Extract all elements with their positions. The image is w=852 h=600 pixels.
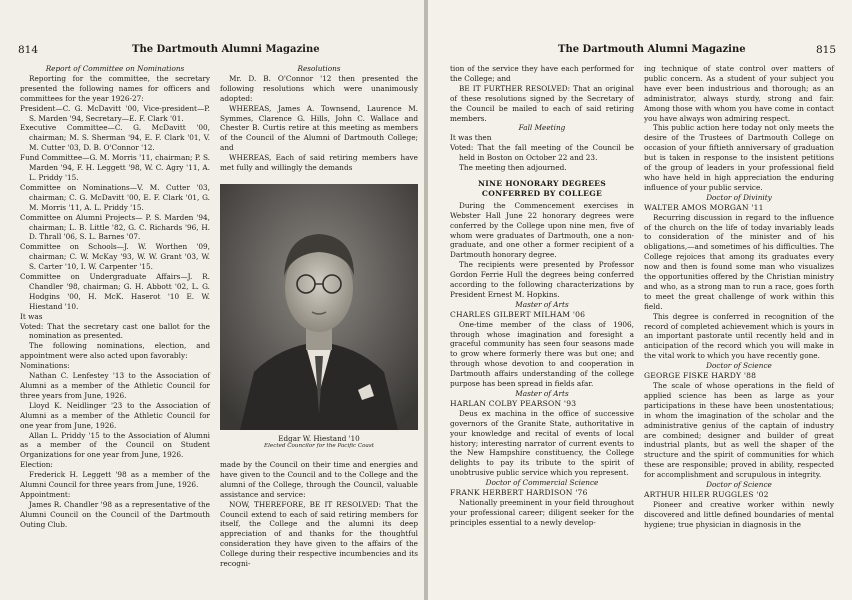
- section-heading: NINE HONORARY DEGREES CONFERRED BY COLLEGE: [477, 178, 607, 198]
- paragraph: Recurring discussion in regard to the influence of the church on the life of today invariably leads to consideration of the minister and of his obligations,—and sometimes of his difficulties. The College rejoices that among its graduates every now and then is found some man who visualizes the opportunities offered by the Christian ministry and who, as a strong man to run a race, goes forth to meet the great challenge of work within this field.: [644, 212, 834, 311]
- section-heading: Doctor of Science: [706, 480, 772, 490]
- section-heading: WALTER AMOS MORGAN '11: [644, 202, 764, 212]
- paragraph: President—C. G. McDavitt '00, Vice-president—P. S. Marden '94, Secretary—E. F. Clark '01.: [20, 103, 210, 123]
- paragraph: Nationally preeminent in your field throughout your professional career; diligent seeker for the principles essential to a newly develop-: [450, 497, 634, 527]
- paragraph: Election:: [20, 460, 53, 470]
- paragraph: Nominations:: [20, 361, 70, 371]
- paragraph: The following nominations, election, and appointment were also acted upon favorably:: [20, 341, 210, 361]
- paragraph: The recipients were presented by Professor Gordon Ferrie Hull the degrees being conferred according to the following characterizations by President Ernest M. Hopkins.: [450, 260, 634, 299]
- left-column-2-top: [220, 64, 418, 173]
- left-page: [0, 0, 424, 600]
- left-column-1: [20, 64, 210, 530]
- photo-caption: [220, 434, 418, 449]
- paragraph: Committee on Undergraduate Affairs—J. R. Chandler '98, chairman; G. H. Abbott '02, L. G. Hodgins '00, H. McK. Haserot '10 E. W. Hiestand '10.: [20, 272, 210, 311]
- section-heading: ARTHUR HILER RUGGLES '02: [644, 489, 769, 499]
- paragraph: This degree is conferred in recognition of the record of completed achievement which is yours in an important pastorate until recently held and in anticipation of the record which you will make in the vital work to which you have recently gone.: [644, 311, 834, 361]
- paragraph: Frederick H. Leggett '98 as a member of the Alumni Council for three years from June, 1926.: [20, 470, 210, 490]
- section-heading: FRANK HERBERT HARDISON '76: [450, 488, 588, 498]
- caption-name: Edgar W. Hiestand '10: [278, 434, 360, 443]
- paragraph: The scale of whose operations in the field of applied science has been as large as your participations in these have been unostentatious; in whom the imagination of the scholar and the administrative genius of the captain of industry are combined; designer and builder of great industrial plants, but as well the shaper of the structure and the spirit of communities for which these are responsible; proved in ability, respected for accomplishment and scrupulous in integrity.: [644, 381, 834, 480]
- paragraph: James R. Chandler '98 as a representative of the Alumni Council on the Council of the Dartmouth Outing Club.: [20, 499, 210, 529]
- paragraph: During the Commencement exercises in Webster Hall June 22 honorary degrees were conferred by the College upon nine men, five of whom were graduates of Dartmouth, one a non-graduate, and one other a former recipient of a Dartmouth honorary degree.: [450, 200, 634, 260]
- running-head: The Dartmouth Alumni Magazine: [558, 44, 746, 55]
- paragraph: Nathan C. Lenfestey '13 to the Association of Alumni as a member of the Athletic Council for three years from June, 1926.: [20, 371, 210, 400]
- paragraph: Pioneer and creative worker within newly discovered and little defined boundaries of mental hygiene; true physician in diagnosis in the: [644, 499, 834, 529]
- caption-subtitle: Elected Councilor for the Pacific Coast: [264, 443, 374, 449]
- paragraph: Committee on Alumni Projects— P. S. Marden '94, chairman; L. B. Little '82, G. C. Richards '96, H. D. Thrall '06, S. L. Barnes '07.: [20, 212, 210, 242]
- section-heading: Resolutions: [297, 64, 341, 73]
- section-heading: Fall Meeting: [518, 123, 566, 133]
- paragraph: Fund Committee—G. M. Morris '11, chairman; P. S. Marden '94, F. H. Leggett '98, W. C. Agry '11, A. L. Priddy '15.: [20, 153, 210, 182]
- paragraph: tion of the service they have each performed for the College; and: [450, 64, 634, 83]
- paragraph: BE IT FURTHER RESOLVED: That an original of these resolutions signed by the Secretary of the Council be mailed to each of said retiring members.: [450, 83, 634, 123]
- left-column-2-bottom: [220, 460, 418, 569]
- section-heading: Doctor of Commercial Science: [485, 478, 599, 488]
- right-page: [428, 0, 852, 600]
- paragraph: NOW, THEREFORE, BE IT RESOLVED: That the Council extend to each of said retiring members for itself, the College and the alumni its deep appreciation of and thanks for the thoughtful consideration they have given to the affairs of the College during their respective incumbencies and its recogni-: [220, 499, 418, 569]
- paragraph: Committee on Nominations—V. M. Cutter '03, chairman; C. G. McDavitt '00, E. F. Clark '01, G. M. Morris '11, A. L. Priddy '15.: [20, 182, 210, 212]
- paragraph: ing technique of state control over matters of public concern. As a student of your subject you have ever been industrious and thorough; as an administrator, always sturdy, strong and fair. Among those with whom you have come in contact you have always won admiring respect.: [644, 64, 834, 123]
- paragraph: Voted: That the fall meeting of the Council be held in Boston on October 22 and 23.: [450, 143, 634, 163]
- paragraph: It was then: [450, 133, 492, 143]
- portrait-photo: [220, 184, 418, 430]
- paragraph: It was: [20, 311, 43, 321]
- paragraph: WHEREAS, James A. Townsend, Laurence M. Symmes, Clarence G. Hills, John C. Wallace and Chester B. Curtis retire at this meeting as members of the Council of the Alumni of Dartmouth College; and: [220, 103, 418, 153]
- paragraph: One-time member of the class of 1906, through whose imagination and foresight a graceful community has seen four seasons made to grow where formerly there was but one; and through whose devotion to and cooperation in Dartmouth affairs understanding of the college purpose has been spread in fields afar.: [450, 319, 634, 389]
- right-column-2: [644, 64, 834, 530]
- paragraph: Deus ex machina in the office of successive governors of the Granite State, authoritative in your knowledge and recital of events of local history; interesting narrator of current events to the New Hampshire constituency, the College delights to pay its tribute to the spirit of unobtrusive public service which you represent.: [450, 408, 634, 478]
- section-heading: Doctor of Divinity: [706, 192, 772, 202]
- paragraph: This public action here today not only meets the desire of the Trustees of Dartmouth College on occasion of your fiftieth anniversary of graduation but is taken in response to the insistent petitions of the group of leaders in your professional field who have held in high appreciation the enduring influence of your public service.: [644, 123, 834, 192]
- paragraph: Committee on Schools—J. W. Worthen '09, chairman; C. W. McKay '93, W. W. Grant '03, W. S. Carter '10, I. W. Carpenter '15.: [20, 242, 210, 272]
- paragraph: Allan L. Priddy '15 to the Association of Alumni as a member of the Council on Student Organizations for one year from June, 1926.: [20, 430, 210, 460]
- section-heading: GEORGE FISKE HARDY '88: [644, 371, 757, 381]
- paragraph: Executive Committee—C. G. McDavitt '00, chairman; M. S. Sherman '94, E. F. Clark '01, V. M. Cutter '03, D. B. O'Connor '12.: [20, 123, 210, 153]
- right-column-1: [450, 64, 634, 528]
- paragraph: made by the Council on their time and energies and have given to the Council and to the College and the alumni of the College, through the Council, valuable assistance and service:: [220, 460, 418, 499]
- page-number: 814: [18, 44, 39, 56]
- paragraph: Lloyd K. Neidlinger '23 to the Association of Alumni as a member of the Athletic Council for one year from June, 1926.: [20, 400, 210, 430]
- section-heading: Master of Arts: [515, 389, 569, 398]
- page-number: 815: [816, 44, 837, 56]
- paragraph: Reporting for the committee, the secretary presented the following names for officers and committees for the year 1926-27:: [20, 73, 210, 103]
- section-heading: Report of Committee on Nominations: [45, 64, 185, 73]
- section-heading: Master of Arts: [515, 299, 569, 309]
- section-heading: Doctor of Science: [706, 361, 772, 371]
- paragraph: WHEREAS, Each of said retiring members have met fully and willingly the demands: [220, 153, 418, 173]
- section-heading: HARLAN COLBY PEARSON '93: [450, 398, 577, 408]
- paragraph: Appointment:: [20, 489, 71, 499]
- paragraph: Voted: That the secretary cast one ballot for the nomination as presented.: [20, 321, 210, 341]
- section-heading: CHARLES GILBERT MILHAM '06: [450, 309, 586, 319]
- paragraph: The meeting then adjourned.: [459, 163, 567, 173]
- paragraph: Mr. D. B. O'Connor '12 then presented the following resolutions which were unanimously adopted:: [220, 73, 418, 103]
- running-head: The Dartmouth Alumni Magazine: [132, 44, 320, 55]
